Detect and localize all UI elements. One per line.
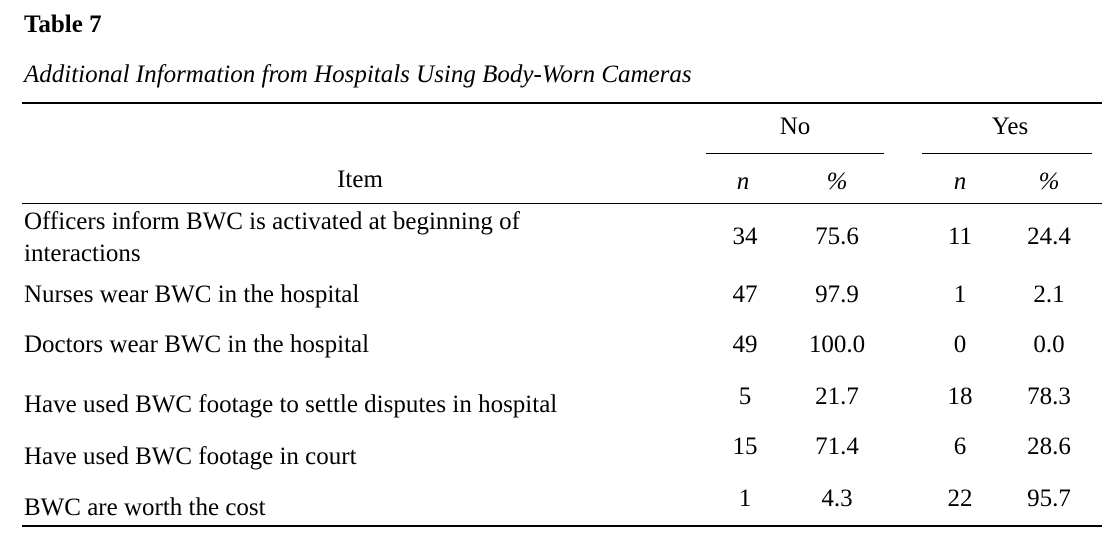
header-item: Item: [337, 166, 383, 193]
table-title: Additional Information from Hospitals Using Body-Worn Cameras: [24, 61, 692, 88]
no-n-value: 34: [732, 223, 758, 250]
row-item-label-continued: interactions: [24, 240, 141, 267]
top-rule: [22, 102, 1102, 104]
no-percent-value: 71.4: [815, 433, 859, 460]
yes-n-value: 11: [947, 223, 973, 250]
yes-n-value: 22: [947, 485, 973, 512]
no-n-value: 47: [732, 281, 758, 308]
no-n-value: 49: [732, 331, 758, 358]
header-no-rule: [706, 153, 884, 154]
no-percent-value: 97.9: [815, 281, 859, 308]
row-item-label: BWC are worth the cost: [24, 494, 266, 521]
header-yes-n: n: [953, 168, 967, 195]
yes-percent-value: 24.4: [1027, 223, 1071, 250]
no-n-value: 15: [732, 433, 758, 460]
header-bottom-rule: [22, 203, 1102, 204]
table-number: Table 7: [24, 11, 102, 38]
header-yes-rule: [922, 153, 1092, 154]
row-item-label: Officers inform BWC is activated at beginning of: [24, 208, 520, 235]
no-percent-value: 21.7: [815, 383, 859, 410]
yes-n-value: 0: [953, 331, 967, 358]
no-percent-value: 100.0: [808, 331, 866, 358]
yes-percent-value: 28.6: [1027, 433, 1071, 460]
row-item-label: Have used BWC footage to settle disputes in hospital: [24, 391, 558, 418]
row-item-label: Doctors wear BWC in the hospital: [24, 331, 370, 358]
header-yes: Yes: [991, 113, 1029, 140]
yes-n-value: 18: [947, 383, 973, 410]
row-item-label: Have used BWC footage in court: [24, 443, 357, 470]
bottom-rule: [22, 525, 1102, 527]
header-no: No: [779, 113, 811, 140]
header-yes-pct: %: [1038, 168, 1060, 195]
no-percent-value: 4.3: [821, 485, 853, 512]
header-no-pct: %: [826, 168, 848, 195]
yes-percent-value: 2.1: [1033, 281, 1065, 308]
row-item-label: Nurses wear BWC in the hospital: [24, 281, 360, 308]
yes-n-value: 1: [953, 281, 967, 308]
no-n-value: 5: [738, 383, 752, 410]
yes-percent-value: 78.3: [1027, 383, 1071, 410]
header-no-n: n: [736, 168, 750, 195]
yes-percent-value: 95.7: [1027, 485, 1071, 512]
yes-percent-value: 0.0: [1033, 331, 1065, 358]
no-n-value: 1: [738, 485, 752, 512]
yes-n-value: 6: [953, 433, 967, 460]
no-percent-value: 75.6: [815, 223, 859, 250]
